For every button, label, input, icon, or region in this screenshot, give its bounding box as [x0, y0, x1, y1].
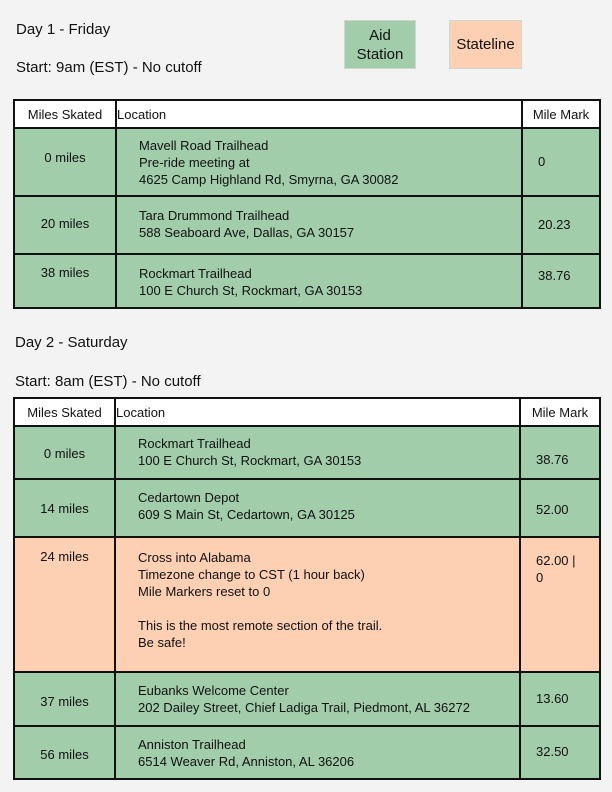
mile-mark-cell — [520, 726, 600, 779]
mile-mark-line: 20.23 — [538, 217, 571, 232]
mile-mark-cell — [520, 537, 600, 672]
header-mile-mark: Mile Mark — [520, 398, 600, 426]
miles-cell: 37 miles — [14, 672, 115, 726]
mile-mark-cell — [522, 196, 600, 254]
header-location: Location — [116, 100, 522, 128]
miles-cell: 20 miles — [14, 196, 116, 254]
mile-mark-cell — [520, 479, 600, 537]
location-line: 4625 Camp Highland Rd, Smyrna, GA 30082 — [139, 172, 399, 187]
location-line: 609 S Main St, Cedartown, GA 30125 — [138, 507, 355, 522]
day2-title: Day 2 - Saturday — [15, 334, 128, 351]
location-line: 100 E Church St, Rockmart, GA 30153 — [138, 453, 362, 468]
location-line: 6514 Weaver Rd, Anniston, AL 36206 — [138, 754, 355, 769]
header-location: Location — [115, 398, 520, 426]
location-cell — [115, 726, 520, 779]
location-line: This is the most remote section of the trail. — [138, 618, 383, 633]
table-row — [14, 726, 600, 779]
mile-mark-line: 0 — [536, 570, 544, 585]
location-line: Cedartown Depot — [138, 490, 240, 505]
location-line — [138, 600, 519, 617]
mile-mark-line: 32.50 — [536, 744, 569, 759]
header-miles-skated: Miles Skated — [14, 100, 116, 128]
table-row — [14, 196, 600, 254]
location-line: 100 E Church St, Rockmart, GA 30153 — [139, 283, 363, 298]
table-row — [14, 128, 600, 196]
day1-table — [13, 99, 601, 309]
legend-stateline-label: Stateline — [456, 36, 515, 53]
day1-header-row — [14, 100, 600, 128]
mile-mark-line: 52.00 — [536, 502, 569, 517]
header-miles-skated: Miles Skated — [14, 398, 115, 426]
miles-cell: 0 miles — [14, 128, 116, 196]
location-line: Mavell Road Trailhead — [139, 138, 269, 153]
location-line: Timezone change to CST (1 hour back) — [138, 567, 365, 582]
location-line: Pre-ride meeting at — [139, 155, 250, 170]
mile-mark-cell — [522, 128, 600, 196]
table-row — [14, 479, 600, 537]
day2-table — [13, 397, 601, 780]
miles-cell: 24 miles — [14, 537, 115, 672]
location-cell — [116, 254, 522, 308]
location-line: Eubanks Welcome Center — [138, 683, 289, 698]
location-line: Rockmart Trailhead — [139, 266, 252, 281]
miles-cell: 0 miles — [14, 426, 115, 479]
location-cell — [115, 672, 520, 726]
mile-mark-line: 62.00 | — [536, 553, 576, 568]
mile-mark-cell — [520, 672, 600, 726]
legend-aid-station-label: Aid Station — [356, 26, 404, 63]
mile-mark-cell — [520, 426, 600, 479]
day1-start: Start: 9am (EST) - No cutoff — [16, 59, 202, 76]
mile-mark-line: 38.76 — [538, 268, 571, 283]
location-line: Tara Drummond Trailhead — [139, 208, 290, 223]
location-cell — [115, 479, 520, 537]
miles-cell: 14 miles — [14, 479, 115, 537]
mile-mark-line: 13.60 — [536, 691, 569, 706]
location-line: 588 Seaboard Ave, Dallas, GA 30157 — [139, 225, 355, 240]
location-cell — [115, 426, 520, 479]
legend-aid-station — [344, 20, 416, 69]
day2-start: Start: 8am (EST) - No cutoff — [15, 373, 201, 390]
location-line: Anniston Trailhead — [138, 737, 246, 752]
location-cell — [116, 128, 522, 196]
header-mile-mark: Mile Mark — [522, 100, 600, 128]
location-line: Cross into Alabama — [138, 550, 251, 565]
day1-title: Day 1 - Friday — [16, 21, 111, 38]
mile-mark-line: 0 — [538, 154, 546, 169]
miles-cell: 56 miles — [14, 726, 115, 779]
location-line: 202 Dailey Street, Chief Ladiga Trail, Piedmont, AL 36272 — [138, 700, 470, 715]
day2-header-row — [14, 398, 600, 426]
location-cell — [115, 537, 520, 672]
mile-mark-cell — [522, 254, 600, 308]
miles-cell: 38 miles — [14, 254, 116, 308]
table-row — [14, 426, 600, 479]
table-row — [14, 672, 600, 726]
legend-stateline — [449, 20, 522, 69]
table-row — [14, 254, 600, 308]
location-line: Mile Markers reset to 0 — [138, 584, 271, 599]
location-cell — [116, 196, 522, 254]
location-line: Rockmart Trailhead — [138, 436, 251, 451]
location-line: Be safe! — [138, 635, 186, 650]
mile-mark-line: 38.76 — [536, 452, 569, 467]
stateline-row — [14, 537, 600, 672]
